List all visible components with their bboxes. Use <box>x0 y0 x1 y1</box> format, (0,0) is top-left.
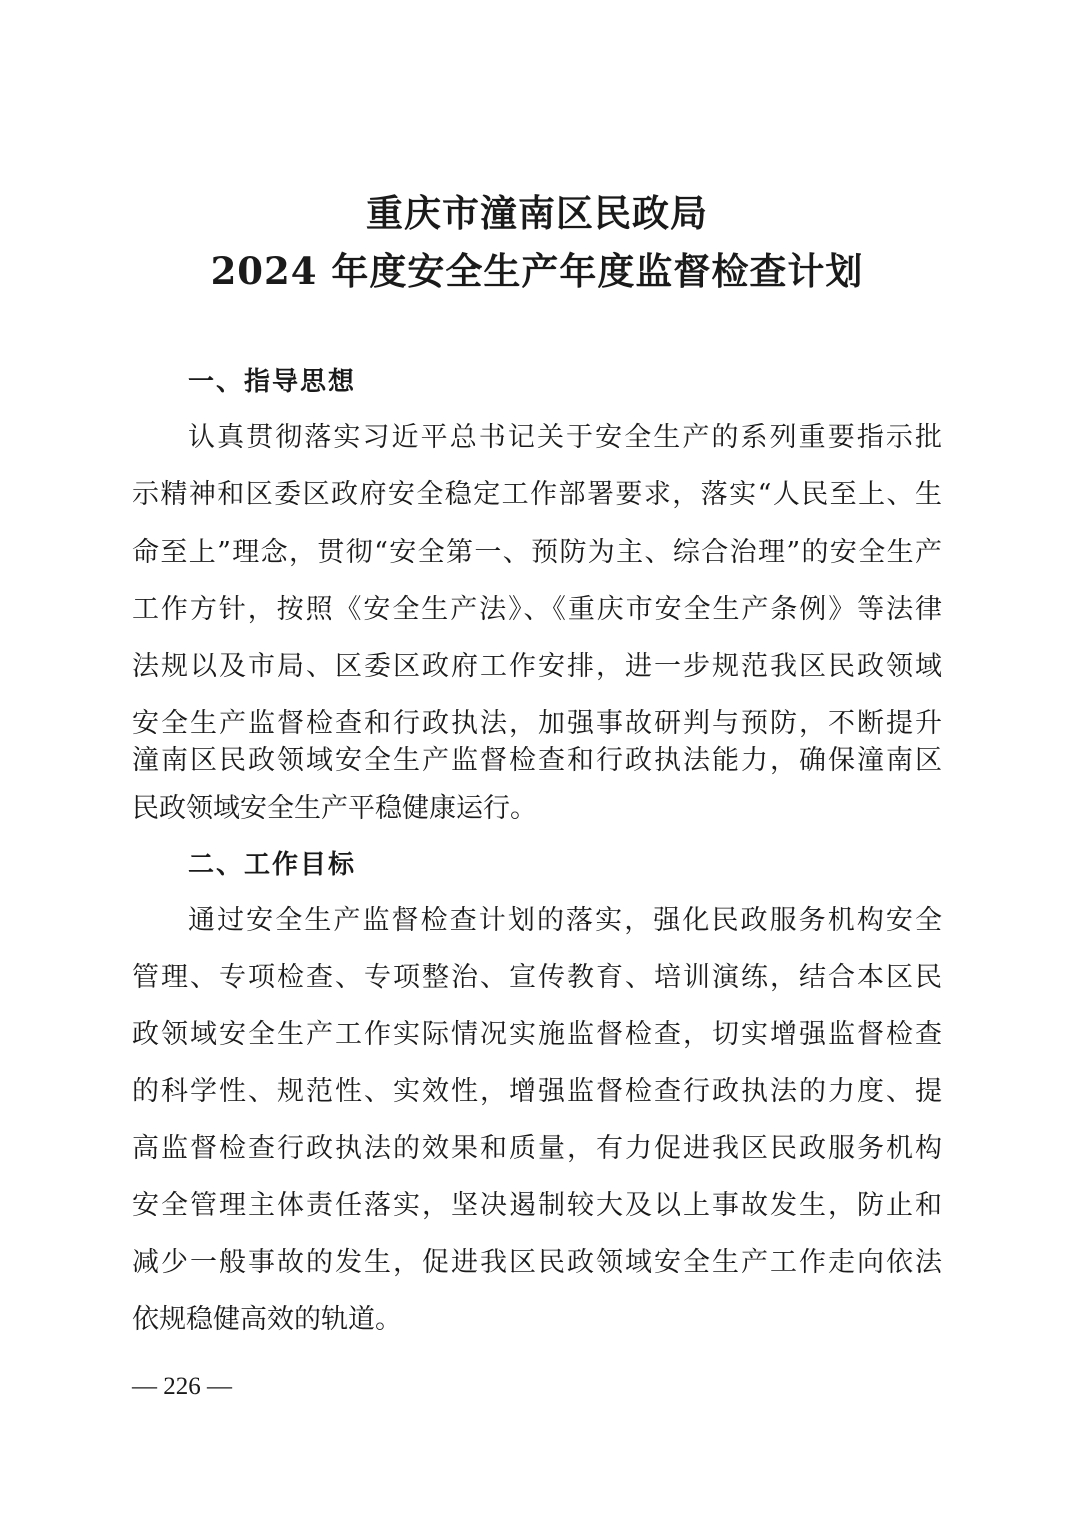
paragraph-line: 工作方针，按照《安全生产法》、《重庆市安全生产条例》等法律 <box>132 594 942 625</box>
page-number: — 226 — <box>132 1373 232 1400</box>
section-heading-work-goals: 二、工作目标 <box>188 850 357 880</box>
paragraph-line: 认真贯彻落实习近平总书记关于安全生产的系列重要指示批 <box>188 422 942 453</box>
section-heading-guiding-thought: 一、指导思想 <box>188 367 357 397</box>
paragraph-line: 通过安全生产监督检查计划的落实，强化民政服务机构安全 <box>188 905 942 936</box>
paragraph-line: 管理、专项检查、专项整治、宣传教育、培训演练，结合本区民 <box>132 962 942 993</box>
document-title-line-2: 2024 年度安全生产年度监督检查计划 <box>210 249 864 293</box>
paragraph-line: 法规以及市局、区委区政府工作安排，进一步规范我区民政领域 <box>132 651 942 682</box>
paragraph-line: 命至上”理念，贯彻“安全第一、预防为主、综合治理”的安全生产 <box>132 537 942 568</box>
paragraph-line: 安全管理主体责任落实，坚决遏制较大及以上事故发生，防止和 <box>132 1190 942 1221</box>
paragraph-line: 示精神和区委区政府安全稳定工作部署要求，落实“人民至上、生 <box>132 479 942 510</box>
paragraph-line: 减少一般事故的发生，促进我区民政领域安全生产工作走向依法 <box>132 1247 942 1278</box>
paragraph-line: 潼南区民政领域安全生产监督检查和行政执法能力，确保潼南区 <box>132 745 942 776</box>
paragraph-line: 依规稳健高效的轨道。 <box>132 1304 402 1335</box>
paragraph-line: 民政领域安全生产平稳健康运行。 <box>132 793 537 824</box>
document-title-line-1: 重庆市潼南区民政局 <box>366 191 708 235</box>
paragraph-line: 的科学性、规范性、实效性，增强监督检查行政执法的力度、提 <box>132 1076 942 1107</box>
paragraph-line: 高监督检查行政执法的效果和质量，有力促进我区民政服务机构 <box>132 1133 942 1164</box>
paragraph-line: 政领域安全生产工作实际情况实施监督检查，切实增强监督检查 <box>132 1019 942 1050</box>
paragraph-line: 安全生产监督检查和行政执法，加强事故研判与预防，不断提升 <box>132 708 942 739</box>
